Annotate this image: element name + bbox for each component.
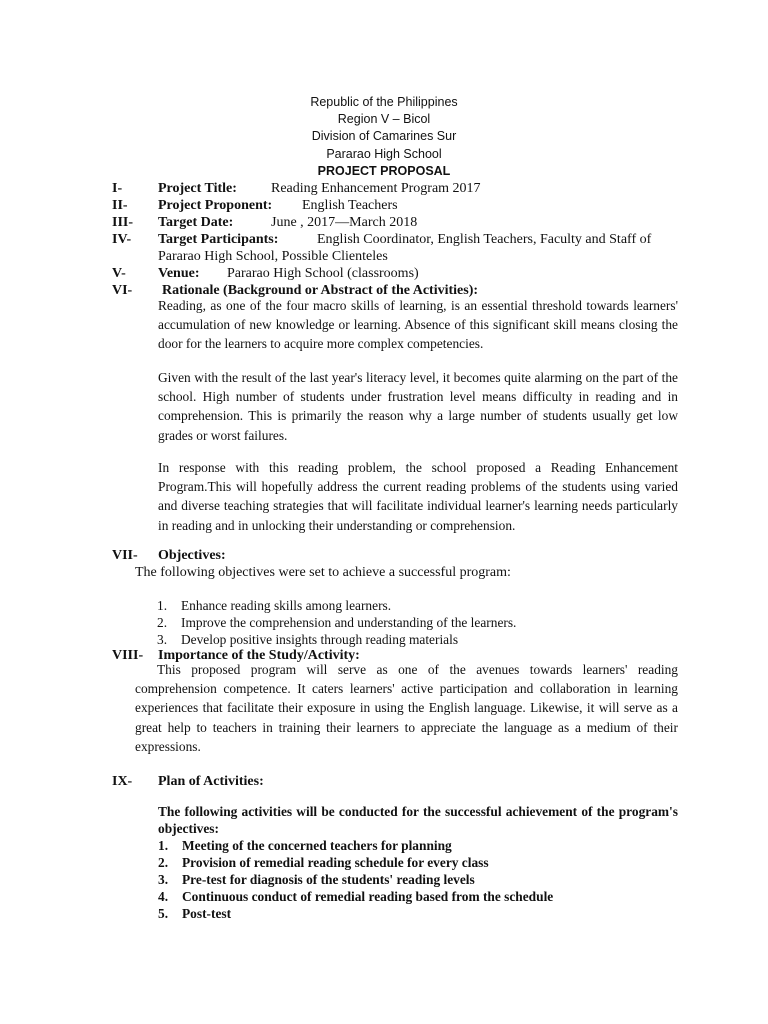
objectives-intro: The following objectives were set to achieve a successful program:: [135, 565, 511, 580]
list-item-text: Provision of remedial reading schedule for every class: [182, 855, 489, 870]
list-item-number: 4.: [158, 889, 169, 904]
list-item-text: Develop positive insights through reading materials: [181, 632, 459, 647]
section-number: IX-: [112, 774, 133, 789]
importance-paragraph: This proposed program will serve as one of the avenues towards learners' reading comprehension competence. It caters learners' active participation and collaboration in learning experiences that facilitate their exposure in using the English language. Likewise, it will serve as a great help to teachers in training their learners to appreciate the language as a medium of their expressions.: [135, 662, 678, 754]
section-number: I-: [112, 181, 123, 196]
section-number: III-: [112, 215, 134, 230]
venue-label: Venue:: [158, 266, 200, 281]
section-number: VII-: [112, 548, 138, 563]
rationale-paragraph-3: In response with this reading problem, the school proposed a Reading Enhancement Program.This will hopefully address the current reading problems of the students using varied and diverse teaching strategies that will facilitate individual learner's learning needs particularly in reading and in unlocking their understanding or comprehension.: [158, 460, 678, 533]
list-item-text: Pre-test for diagnosis of the students' reading levels: [182, 872, 475, 887]
header-region: Region V – Bicol: [337, 112, 431, 126]
list-item-number: 1.: [157, 598, 168, 613]
list-item-number: 3.: [158, 872, 169, 887]
section-number: V-: [112, 266, 126, 281]
header-school: Pararao High School: [326, 147, 442, 161]
rationale-label: Rationale (Background or Abstract of the Activities):: [162, 283, 479, 298]
list-item-number: 3.: [157, 632, 168, 647]
document-title: PROJECT PROPOSAL: [317, 164, 451, 178]
list-item-number: 2.: [158, 855, 169, 870]
plan-intro: The following activities will be conducted for the successful achievement of the program's objectives:: [158, 804, 678, 836]
target-participants-value-line2: Pararao High School, Possible Clienteles: [158, 249, 388, 264]
target-date-value: June , 2017—March 2018: [271, 215, 418, 230]
section-number: II-: [112, 198, 128, 213]
list-item-text: Meeting of the concerned teachers for planning: [182, 838, 452, 853]
section-number: VI-: [112, 283, 133, 298]
project-title-label: Project Title:: [158, 181, 237, 196]
section-number: VIII-: [112, 648, 144, 663]
target-date-label: Target Date:: [158, 215, 234, 230]
list-item-text: Enhance reading skills among learners.: [181, 598, 392, 613]
importance-label: Importance of the Study/Activity:: [158, 648, 360, 663]
rationale-paragraph-1: Reading, as one of the four macro skills of learning, is an essential threshold towards learners' accumulation of new knowledge or learning. Absence of this significant skill means closing the door for the learners to acquire more complex competencies.: [158, 298, 678, 352]
header-division: Division of Camarines Sur: [311, 129, 457, 143]
list-item-text: Post-test: [182, 906, 232, 921]
plan-label: Plan of Activities:: [158, 774, 264, 789]
venue-value: Pararao High School (classrooms): [227, 266, 419, 281]
list-item-number: 2.: [157, 615, 168, 630]
list-item-number: 5.: [158, 906, 169, 921]
project-title-value: Reading Enhancement Program 2017: [271, 181, 481, 196]
list-item-number: 1.: [158, 838, 169, 853]
project-proponent-label: Project Proponent:: [158, 198, 273, 213]
header-republic: Republic of the Philippines: [310, 95, 458, 109]
target-participants-value-line1: English Coordinator, English Teachers, Faculty and Staff of: [317, 232, 652, 247]
target-participants-label: Target Participants:: [158, 232, 279, 247]
list-item-text: Improve the comprehension and understanding of the learners.: [181, 615, 517, 630]
project-proponent-value: English Teachers: [302, 198, 398, 213]
rationale-paragraph-2: Given with the result of the last year's literacy level, it becomes quite alarming on the part of the school. High number of students under frustration level means difficulty in reading and in comprehension. This is primarily the reason why a large number of students usually get low grades or worst failures.: [158, 370, 678, 443]
list-item-text: Continuous conduct of remedial reading based from the schedule: [182, 889, 554, 904]
section-number: IV-: [112, 232, 132, 247]
objectives-label: Objectives:: [158, 548, 226, 563]
